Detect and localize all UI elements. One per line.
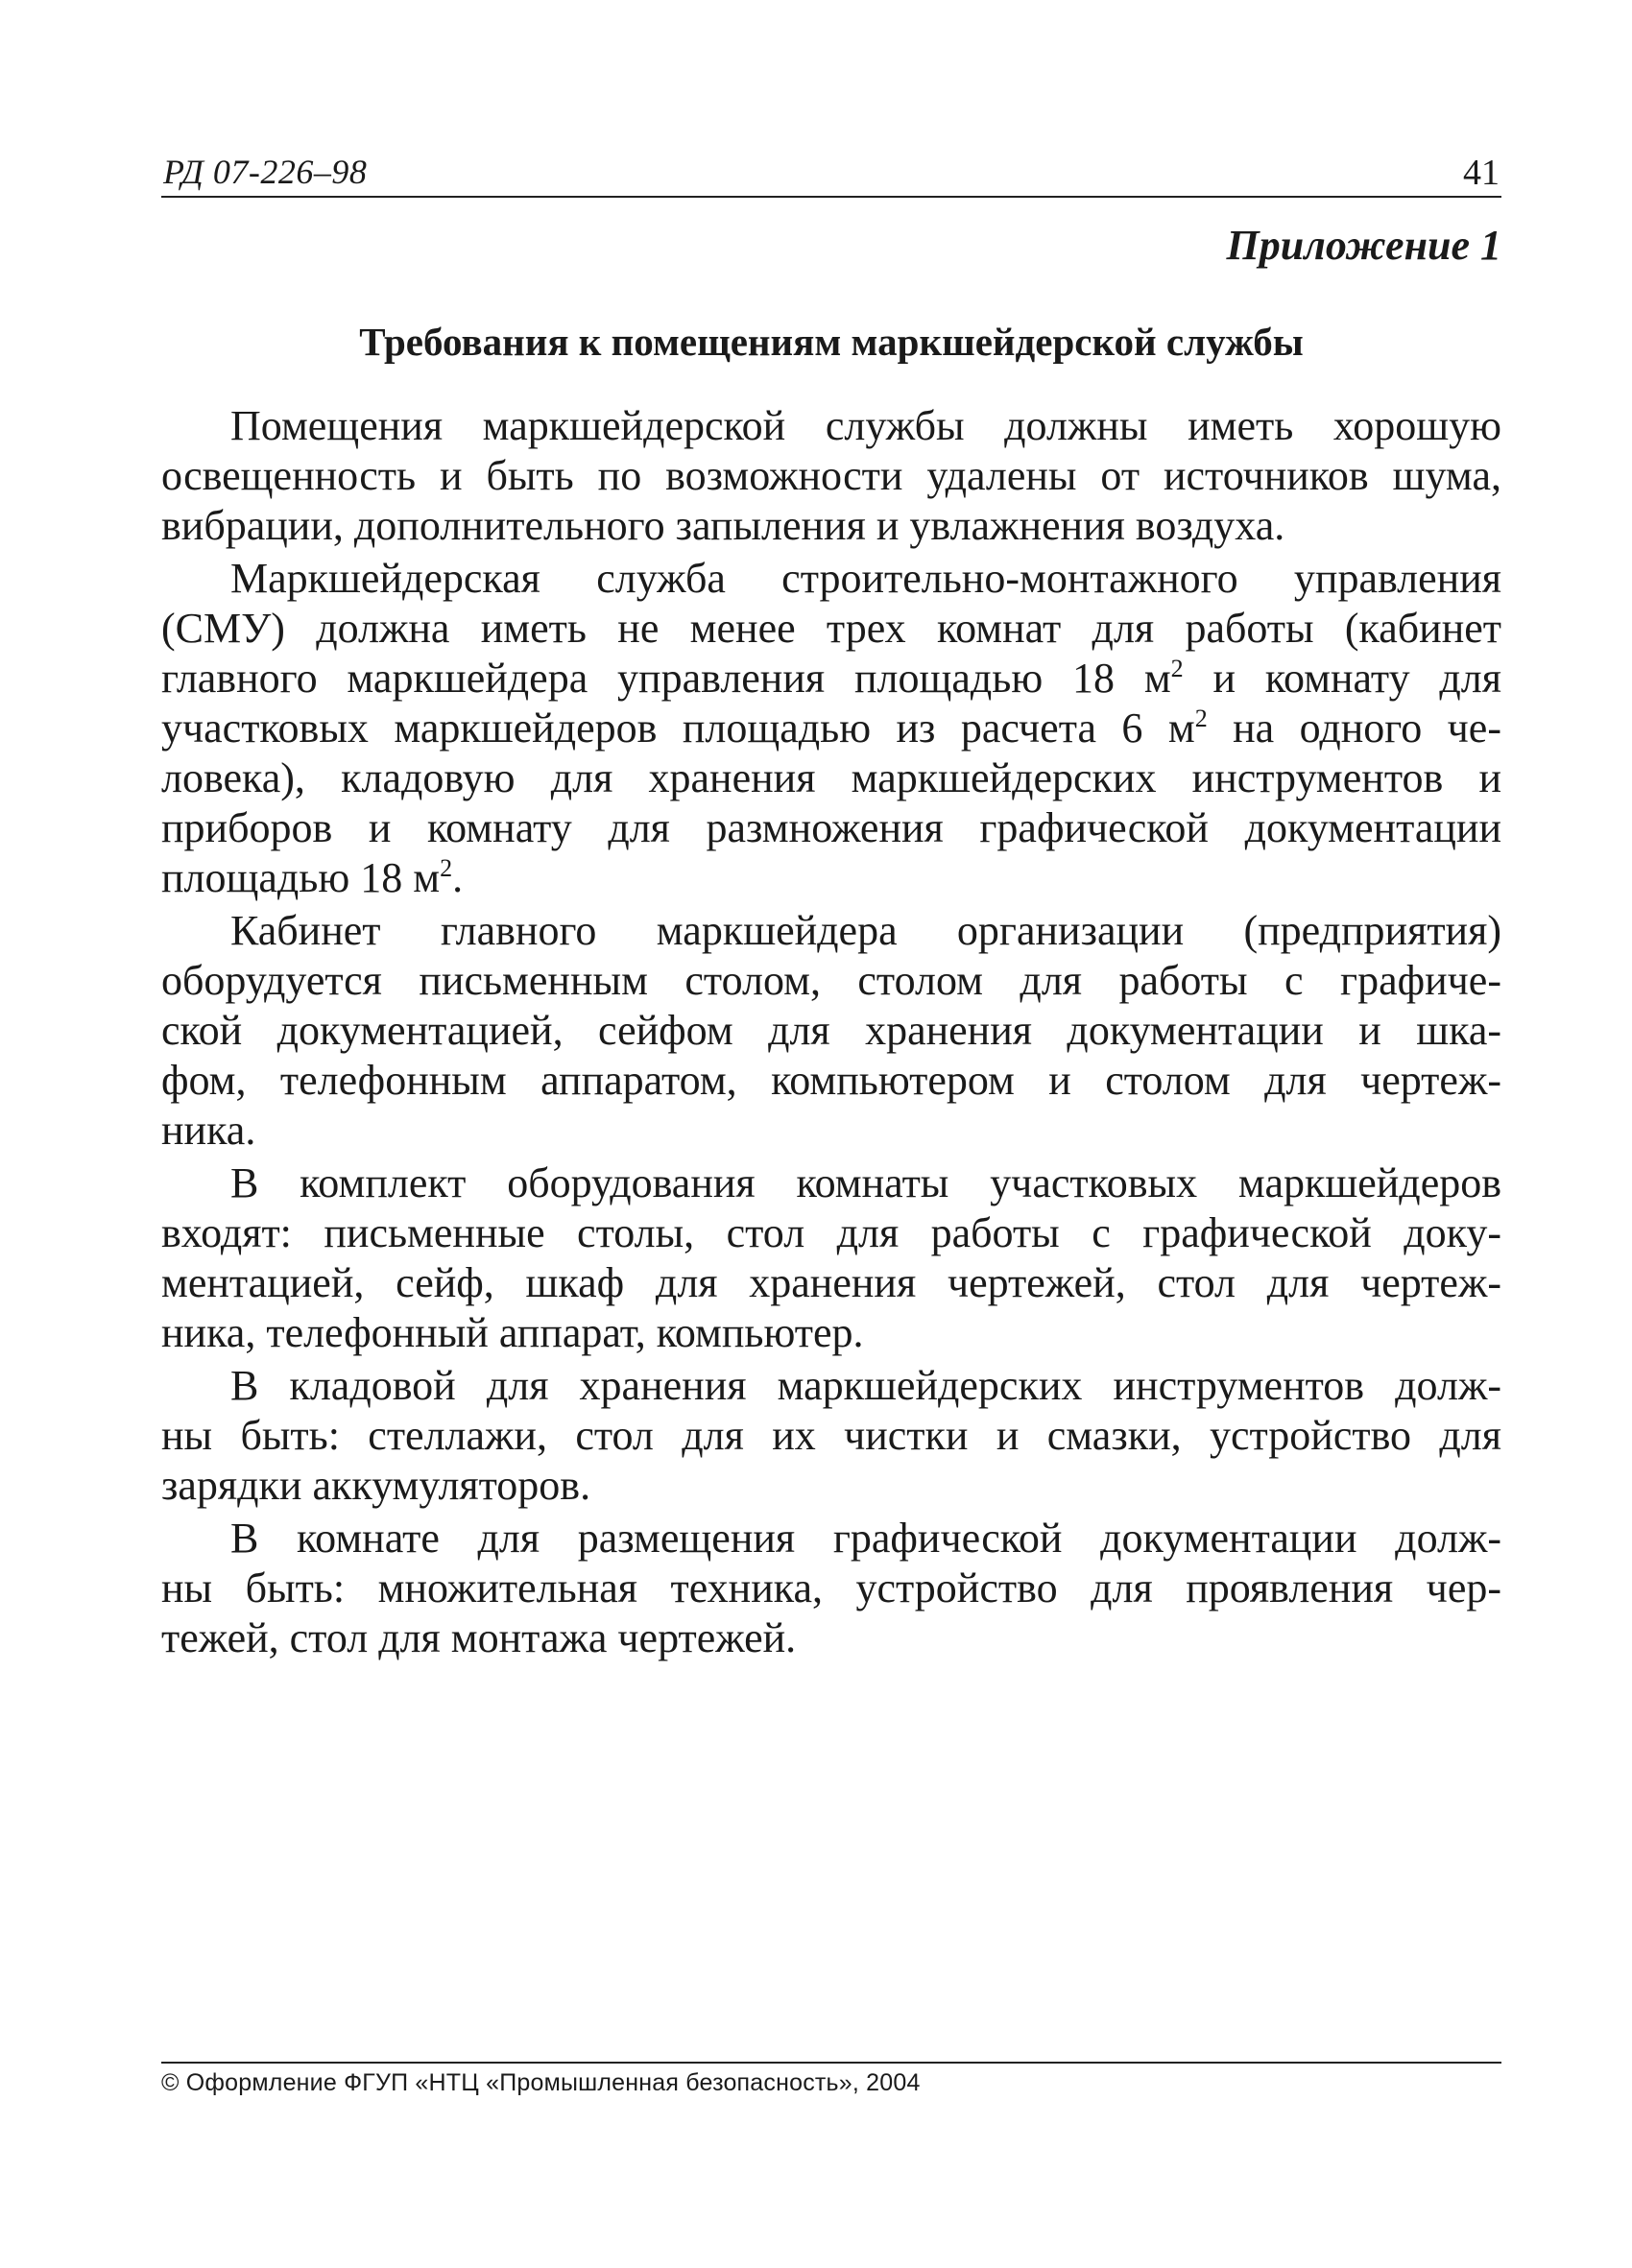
text-fragment: площадью 18 м — [161, 854, 441, 901]
superscript: 2 — [1170, 655, 1184, 682]
paragraph-3 — [161, 906, 1501, 1156]
paragraph-6 — [161, 1514, 1501, 1663]
superscript: 2 — [440, 854, 453, 882]
superscript: 2 — [1194, 704, 1208, 732]
text-line: ны быть: стеллажи, стол для их чистки и смазки, устройство для — [161, 1412, 1501, 1459]
body-text — [161, 401, 1501, 1666]
text-line: Маркшейдерская служба строительно-монтажного управления — [230, 555, 1501, 602]
text-line: зарядки аккумуляторов. — [161, 1462, 591, 1509]
text-line: Кабинет главного маркшейдера организации (предприятия) — [230, 907, 1501, 954]
paragraph-1 — [161, 401, 1501, 551]
section-title: Требования к помещениям маркшейдерской службы — [359, 320, 1304, 364]
text-line: В комнате для размещения графической документации долж- — [230, 1515, 1501, 1562]
page-header — [161, 142, 1501, 198]
text-line: В комплект оборудования комнаты участковых маркшейдеров — [230, 1159, 1501, 1206]
page-number: 41 — [1463, 153, 1500, 193]
text-line — [161, 704, 1501, 753]
text-line: фом, телефонным аппаратом, компьютером и столом для чертеж- — [161, 1057, 1501, 1104]
document-code: РД 07-226–98 — [163, 153, 368, 191]
text-line — [161, 654, 1501, 704]
text-line: В кладовой для хранения маркшейдерских инструментов долж- — [230, 1362, 1501, 1409]
text-line: ника. — [161, 1107, 256, 1154]
text-fragment: и комнату для — [1183, 655, 1501, 702]
footer-divider — [161, 2062, 1501, 2064]
text-line: ской документацией, сейфом для хранения документации и шка- — [161, 1007, 1501, 1054]
text-line: оборудуется письменным столом, столом для работы с графиче- — [161, 957, 1501, 1004]
text-fragment: участковых маркшейдеров площадью из расчета 6 м — [161, 704, 1195, 752]
paragraph-5 — [161, 1361, 1501, 1511]
text-line: тежей, стол для монтажа чертежей. — [161, 1614, 797, 1661]
text-fragment: главного маркшейдера управления площадью 18 м — [161, 655, 1171, 702]
paragraph-2 — [161, 554, 1501, 903]
text-line — [161, 853, 1501, 903]
text-line: ловека), кладовую для хранения маркшейдерских инструментов и — [161, 754, 1501, 801]
text-line: (СМУ) должна иметь не менее трех комнат для работы (кабинет — [161, 605, 1501, 652]
text-line: вибрации, дополнительного запыления и увлажнения воздуха. — [161, 502, 1285, 549]
copyright-footer: © Оформление ФГУП «НТЦ «Промышленная безопасность», 2004 — [161, 2069, 921, 2096]
text-line: ника, телефонный аппарат, компьютер. — [161, 1309, 864, 1356]
text-line: входят: письменные столы, стол для работы с графической доку- — [161, 1209, 1501, 1256]
text-line: Помещения маркшейдерской службы должны иметь хорошую — [230, 402, 1501, 449]
text-line: освещенность и быть по возможности удалены от источников шума, — [161, 452, 1501, 499]
appendix-label: Приложение 1 — [1226, 222, 1501, 269]
paragraph-4 — [161, 1158, 1501, 1358]
text-line: приборов и комнату для размножения графической документации — [161, 804, 1501, 851]
text-fragment: на одного че- — [1207, 704, 1501, 752]
text-line: ны быть: множительная техника, устройство для проявления чер- — [161, 1564, 1501, 1611]
text-fragment: . — [452, 854, 464, 901]
text-line: ментацией, сейф, шкаф для хранения чертежей, стол для чертеж- — [161, 1259, 1501, 1306]
